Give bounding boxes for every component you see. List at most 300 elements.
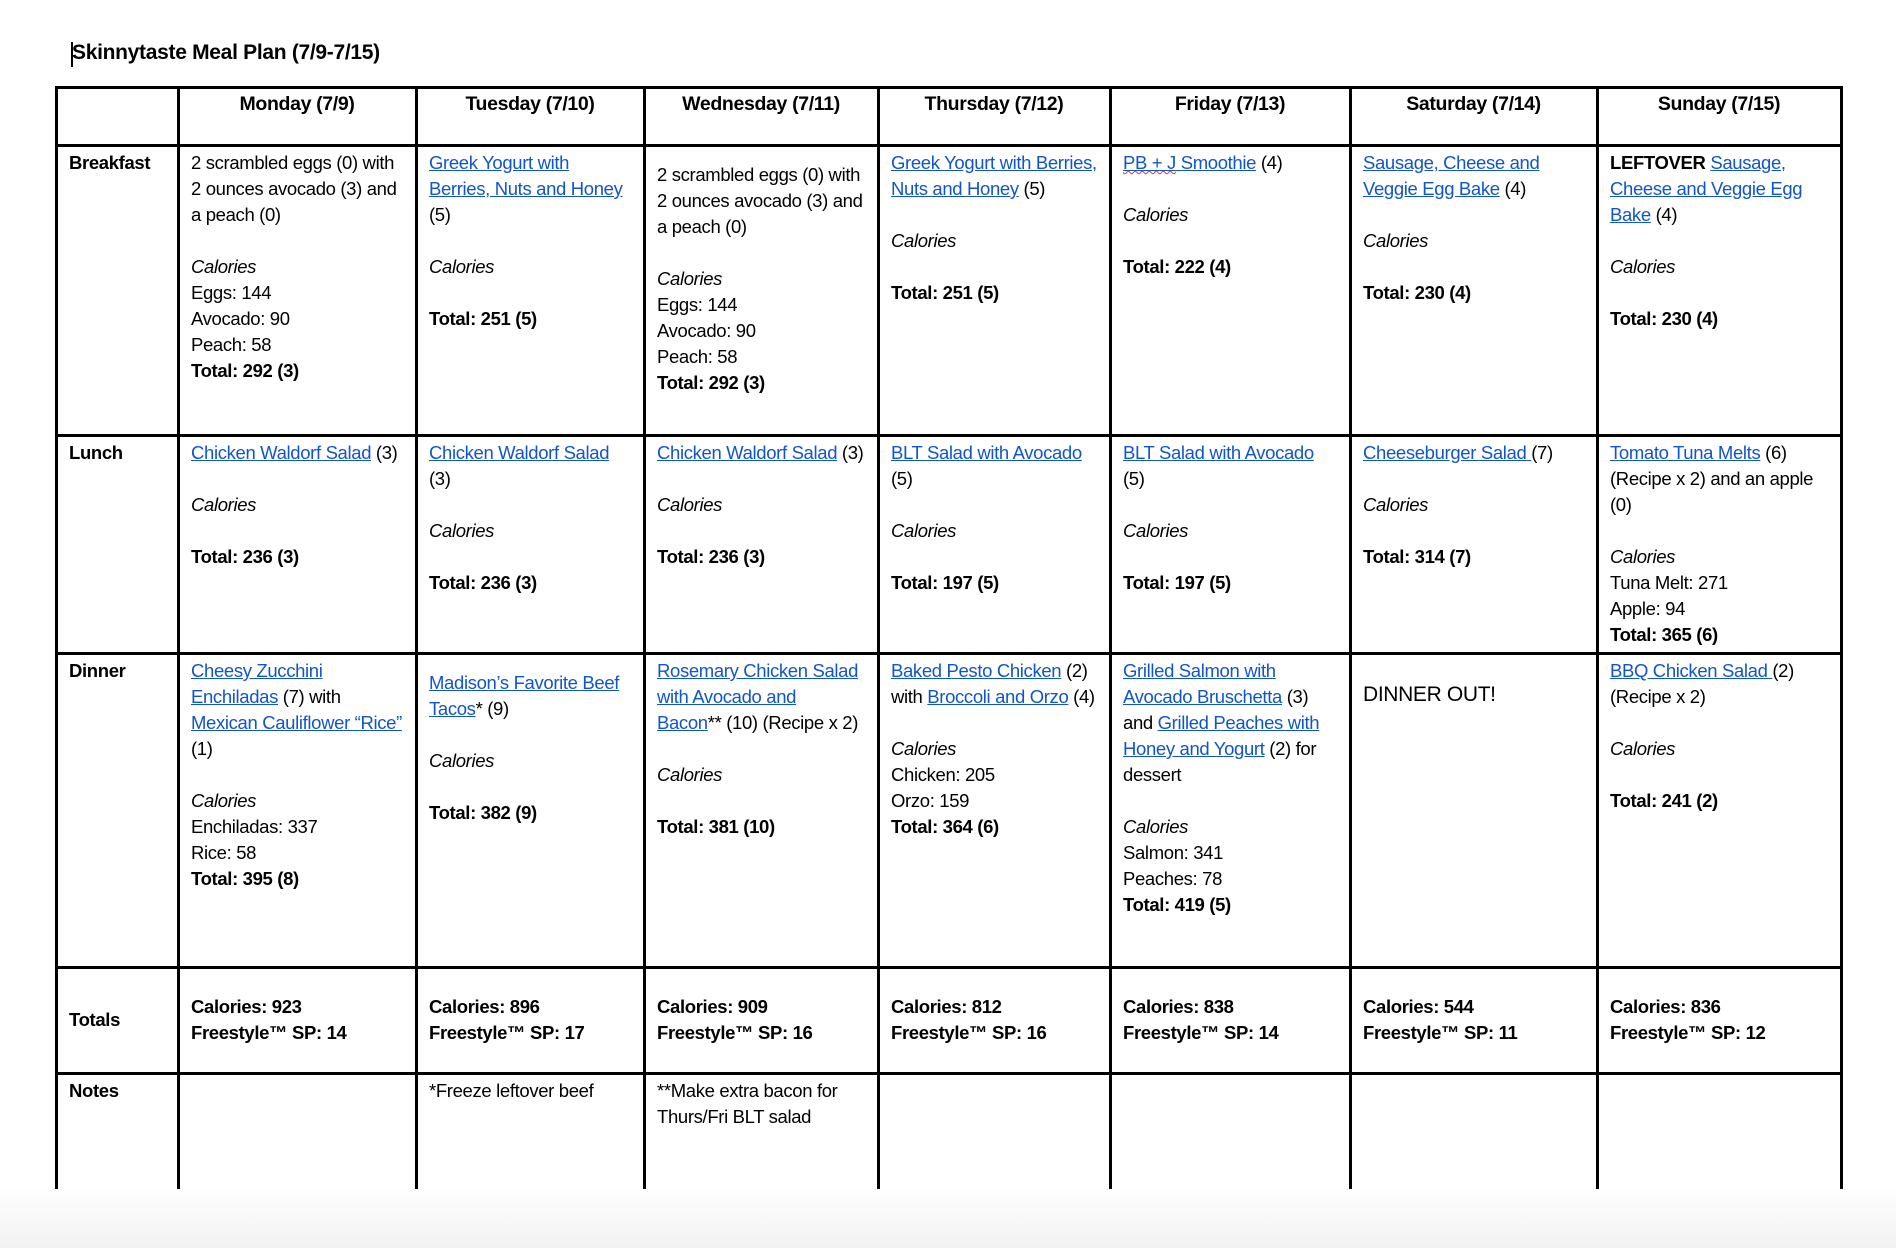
blank-line xyxy=(1123,228,1337,254)
blank-line xyxy=(891,254,1097,280)
cell-paragraph xyxy=(1610,306,1828,332)
cell-paragraph xyxy=(891,228,1097,254)
recipe-link[interactable]: Chicken Waldorf Salad xyxy=(429,442,610,463)
blank-line xyxy=(429,280,631,306)
cell-paragraph xyxy=(191,544,403,570)
notes-cell-saturday xyxy=(1351,1074,1598,1198)
recipe-link[interactable]: Chicken Waldorf Salad xyxy=(657,442,838,463)
cell-text: Chicken: 205 xyxy=(891,764,995,785)
cell-text: (4) xyxy=(1499,178,1527,199)
total-text: LEFTOVER xyxy=(1610,152,1706,173)
cell-text: (3) xyxy=(371,442,398,463)
blank-line xyxy=(1363,202,1584,228)
breakfast-cell-tuesday xyxy=(417,146,645,436)
recipe-link[interactable]: Tomato Tuna Melts xyxy=(1610,442,1761,463)
recipe-link[interactable]: Sausage, Cheese and Veggie Egg Bake xyxy=(1610,152,1803,225)
cell-text: (7) with xyxy=(278,686,341,707)
blank-line xyxy=(1610,710,1828,736)
cell-paragraph xyxy=(429,254,631,280)
calories-label: Calories xyxy=(891,230,957,251)
row-label-lunch: Lunch xyxy=(57,436,179,654)
recipe-link[interactable]: Mexican Cauliflower “Rice” xyxy=(191,712,402,733)
total-text: Total: 314 (7) xyxy=(1363,546,1471,567)
lunch-cell-monday xyxy=(179,436,417,654)
calories-label: Calories xyxy=(429,750,495,771)
row-label-dinner: Dinner xyxy=(57,654,179,968)
lunch-row xyxy=(57,436,1842,654)
cell-paragraph xyxy=(191,332,403,358)
cell-paragraph xyxy=(657,266,865,292)
cell-paragraph xyxy=(1363,682,1584,708)
blank-line xyxy=(891,544,1097,570)
cell-paragraph xyxy=(891,280,1097,306)
calories-label: Calories xyxy=(1610,738,1676,759)
cell-paragraph xyxy=(429,748,631,774)
cell-paragraph xyxy=(891,518,1097,544)
cell-paragraph xyxy=(1610,544,1828,570)
total-text: Total: 381 (10) xyxy=(657,816,775,837)
header-row xyxy=(57,88,1842,146)
breakfast-cell-wednesday xyxy=(645,146,879,436)
blank-line xyxy=(1123,788,1337,814)
cell-paragraph xyxy=(191,280,403,306)
total-text: Total: 230 (4) xyxy=(1363,282,1471,303)
cell-paragraph xyxy=(1610,994,1828,1020)
meal-plan-table xyxy=(55,86,1843,1199)
cell-paragraph xyxy=(1363,440,1584,466)
total-text: Total: 395 (8) xyxy=(191,868,299,889)
calories-label: Calories xyxy=(191,494,257,515)
dinner-cell-thursday xyxy=(879,654,1111,968)
recipe-link[interactable] xyxy=(1123,152,1256,173)
cell-text: Salmon: 341 xyxy=(1123,842,1224,863)
cell-text: Rice: 58 xyxy=(191,842,257,863)
blank-line xyxy=(191,466,403,492)
totals-cell-saturday xyxy=(1351,968,1598,1074)
cell-text: (5) xyxy=(1018,178,1046,199)
calories-label: Calories xyxy=(891,738,957,759)
cell-paragraph xyxy=(1363,150,1584,202)
cell-paragraph xyxy=(1123,866,1337,892)
dinner-cell-monday xyxy=(179,654,417,968)
cell-paragraph xyxy=(191,358,403,384)
cell-paragraph xyxy=(1123,814,1337,840)
cell-text: * (9) xyxy=(475,698,509,719)
total-text: Calories: 896 xyxy=(429,996,540,1017)
cell-paragraph xyxy=(891,1020,1097,1046)
blank-line xyxy=(657,240,865,266)
breakfast-cell-thursday xyxy=(879,146,1111,436)
page-bottom-edge xyxy=(0,1189,1896,1248)
lunch-cell-tuesday xyxy=(417,436,645,654)
day-header-tuesday: Tuesday (7/10) xyxy=(417,88,645,146)
cell-text: *Freeze leftover beef xyxy=(429,1080,594,1101)
totals-cell-friday xyxy=(1111,968,1351,1074)
total-text: Total: 197 (5) xyxy=(891,572,999,593)
cell-text: Peaches: 78 xyxy=(1123,868,1223,889)
cell-paragraph xyxy=(191,150,403,228)
cell-text: (5) xyxy=(891,468,913,489)
cell-paragraph xyxy=(1610,788,1828,814)
cell-paragraph xyxy=(429,570,631,596)
cell-paragraph xyxy=(657,658,865,736)
lunch-cell-thursday xyxy=(879,436,1111,654)
cell-text: (3) xyxy=(429,468,451,489)
cell-text: (4) xyxy=(1650,204,1678,225)
cell-paragraph xyxy=(191,788,403,814)
cell-paragraph xyxy=(657,162,865,240)
notes-cell-monday xyxy=(179,1074,417,1198)
blank-line xyxy=(1123,544,1337,570)
cell-paragraph xyxy=(191,840,403,866)
cell-paragraph xyxy=(429,150,631,228)
cell-paragraph xyxy=(657,994,865,1020)
total-text: Total: 364 (6) xyxy=(891,816,999,837)
cell-text: Avocado: 90 xyxy=(191,308,290,329)
cell-text: Peach: 58 xyxy=(657,346,738,367)
cell-text: Peach: 58 xyxy=(191,334,272,355)
cell-paragraph xyxy=(191,994,403,1020)
cell-paragraph xyxy=(891,150,1097,202)
cell-paragraph xyxy=(429,994,631,1020)
calories-label: Calories xyxy=(1123,520,1189,541)
breakfast-cell-saturday xyxy=(1351,146,1598,436)
totals-cell-tuesday xyxy=(417,968,645,1074)
cell-paragraph xyxy=(191,1020,403,1046)
row-label-notes: Notes xyxy=(57,1074,179,1198)
breakfast-cell-friday xyxy=(1111,146,1351,436)
recipe-link[interactable]: Grilled Peaches with Honey and Yogurt xyxy=(1123,712,1320,759)
recipe-link[interactable]: Grilled Salmon with Avocado Bruschetta xyxy=(1123,660,1282,707)
cell-paragraph xyxy=(657,344,865,370)
row-label-breakfast: Breakfast xyxy=(57,146,179,436)
cell-paragraph xyxy=(657,292,865,318)
cell-text: Enchiladas: 337 xyxy=(191,816,318,837)
cell-paragraph xyxy=(1123,840,1337,866)
total-text: Freestyle™ SP: 16 xyxy=(657,1022,813,1043)
lunch-cell-friday xyxy=(1111,436,1351,654)
cell-paragraph xyxy=(429,800,631,826)
total-text: Total: 230 (4) xyxy=(1610,308,1718,329)
calories-label: Calories xyxy=(1123,816,1189,837)
cell-paragraph xyxy=(1123,658,1337,788)
cell-paragraph xyxy=(429,518,631,544)
totals-cell-wednesday xyxy=(645,968,879,1074)
cell-paragraph xyxy=(891,658,1097,710)
cell-paragraph xyxy=(1123,202,1337,228)
blank-line xyxy=(657,466,865,492)
notes-cell-wednesday xyxy=(645,1074,879,1198)
totals-row xyxy=(57,968,1842,1074)
total-text: Total: 419 (5) xyxy=(1123,894,1231,915)
cell-paragraph xyxy=(1123,150,1337,176)
lunch-cell-sunday xyxy=(1598,436,1842,654)
cell-paragraph xyxy=(191,492,403,518)
total-text: Total: 251 (5) xyxy=(891,282,999,303)
total-text: Total: 292 (3) xyxy=(657,372,765,393)
day-header-friday: Friday (7/13) xyxy=(1111,88,1351,146)
blank-line xyxy=(1123,176,1337,202)
cell-paragraph xyxy=(429,670,631,722)
dinner-cell-sunday xyxy=(1598,654,1842,968)
recipe-link[interactable]: Greek Yogurt with Berries, Nuts and Honey xyxy=(429,152,623,199)
total-text: Total: 222 (4) xyxy=(1123,256,1231,277)
total-text: Total: 236 (3) xyxy=(657,546,765,567)
cell-paragraph xyxy=(1123,440,1337,492)
cell-paragraph xyxy=(891,814,1097,840)
total-text: Total: 236 (3) xyxy=(191,546,299,567)
cell-paragraph xyxy=(657,814,865,840)
calories-label: Calories xyxy=(657,494,723,515)
cell-paragraph xyxy=(1123,570,1337,596)
recipe-link[interactable]: Greek Yogurt with Berries, Nuts and Honey xyxy=(891,152,1097,199)
blank-line xyxy=(191,762,403,788)
total-text: Calories: 923 xyxy=(191,996,302,1017)
cell-text: (5) xyxy=(1123,468,1145,489)
cell-text: (4) xyxy=(1068,686,1095,707)
recipe-link[interactable]: BLT Salad with Avocado xyxy=(1123,442,1314,463)
cell-paragraph xyxy=(657,762,865,788)
blank-line xyxy=(191,518,403,544)
cell-paragraph xyxy=(657,492,865,518)
recipe-link[interactable]: Sausage, Cheese and Veggie Egg Bake xyxy=(1363,152,1540,199)
cell-paragraph xyxy=(1123,254,1337,280)
corner-cell xyxy=(57,88,179,146)
cell-text: (5) xyxy=(429,204,451,225)
cell-paragraph xyxy=(1123,892,1337,918)
cell-paragraph xyxy=(657,1020,865,1046)
calories-label: Calories xyxy=(657,268,723,289)
cell-paragraph xyxy=(657,544,865,570)
dinner-cell-wednesday xyxy=(645,654,879,968)
cell-paragraph xyxy=(891,570,1097,596)
cell-paragraph xyxy=(1610,254,1828,280)
cell-paragraph xyxy=(191,814,403,840)
total-text: Total: 365 (6) xyxy=(1610,624,1718,645)
notes-cell-friday xyxy=(1111,1074,1351,1198)
blank-line xyxy=(891,492,1097,518)
notes-cell-sunday xyxy=(1598,1074,1842,1198)
breakfast-row xyxy=(57,146,1842,436)
cell-paragraph xyxy=(1610,622,1828,648)
cell-paragraph xyxy=(429,1078,631,1104)
day-header-saturday: Saturday (7/14) xyxy=(1351,88,1598,146)
total-text: Total: 251 (5) xyxy=(429,308,537,329)
total-text: Total: 292 (3) xyxy=(191,360,299,381)
cell-text: (2) for dessert xyxy=(1123,738,1317,785)
total-text: Total: 382 (9) xyxy=(429,802,537,823)
cell-paragraph xyxy=(891,788,1097,814)
blank-line xyxy=(657,736,865,762)
blank-line xyxy=(1363,254,1584,280)
cell-paragraph xyxy=(429,440,631,492)
cell-paragraph xyxy=(1363,492,1584,518)
dinner-cell-friday xyxy=(1111,654,1351,968)
calories-label: Calories xyxy=(1363,230,1429,251)
cell-text: (1) xyxy=(191,738,213,759)
recipe-link[interactable]: Cheeseburger Salad xyxy=(1363,442,1532,463)
calories-label: Calories xyxy=(191,790,257,811)
cell-paragraph xyxy=(1610,570,1828,596)
cell-paragraph xyxy=(1610,658,1828,710)
blank-line xyxy=(1123,492,1337,518)
cell-text: (4) xyxy=(1256,152,1283,173)
recipe-link[interactable]: Broccoli and Orzo xyxy=(927,686,1069,707)
cell-paragraph xyxy=(1610,440,1828,518)
notes-cell-tuesday xyxy=(417,1074,645,1198)
cell-paragraph xyxy=(191,254,403,280)
calories-label: Calories xyxy=(429,256,495,277)
blank-line xyxy=(429,492,631,518)
cell-paragraph xyxy=(1610,736,1828,762)
cell-paragraph xyxy=(1363,658,1584,670)
dinner-row xyxy=(57,654,1842,968)
cell-paragraph xyxy=(1363,670,1584,682)
spellcheck-underline: PB + J xyxy=(1123,152,1176,173)
totals-cell-thursday xyxy=(879,968,1111,1074)
calories-label: Calories xyxy=(429,520,495,541)
notes-row xyxy=(57,1074,1842,1198)
lunch-cell-wednesday xyxy=(645,436,879,654)
cell-paragraph xyxy=(1123,1020,1337,1046)
cell-paragraph xyxy=(1363,280,1584,306)
cell-paragraph xyxy=(1363,544,1584,570)
cell-text: Tuna Melt: 271 xyxy=(1610,572,1728,593)
total-text: Freestyle™ SP: 16 xyxy=(891,1022,1047,1043)
cell-paragraph xyxy=(891,994,1097,1020)
dinner-out-text: DINNER OUT! xyxy=(1363,683,1496,706)
blank-line xyxy=(1363,466,1584,492)
dinner-cell-saturday xyxy=(1351,654,1598,968)
cell-paragraph xyxy=(891,762,1097,788)
cell-paragraph xyxy=(1123,518,1337,544)
day-header-monday: Monday (7/9) xyxy=(179,88,417,146)
dinner-cell-tuesday xyxy=(417,654,645,968)
cell-text: (7) xyxy=(1531,442,1553,463)
calories-label: Calories xyxy=(191,256,257,277)
cell-text: Avocado: 90 xyxy=(657,320,756,341)
cell-text: 2 scrambled eggs (0) with 2 ounces avocado (3) and a peach (0) xyxy=(657,164,863,237)
cell-text: **Make extra bacon for Thurs/Fri BLT salad xyxy=(657,1080,838,1127)
cell-paragraph xyxy=(891,736,1097,762)
blank-line xyxy=(891,710,1097,736)
cell-text: Apple: 94 xyxy=(1610,598,1686,619)
total-text: Freestyle™ SP: 17 xyxy=(429,1022,585,1043)
cell-text: 2 scrambled eggs (0) with 2 ounces avocado (3) and a peach (0) xyxy=(191,152,397,225)
cell-paragraph xyxy=(429,658,631,670)
total-text: Calories: 836 xyxy=(1610,996,1721,1017)
recipe-link[interactable]: Chicken Waldorf Salad xyxy=(191,442,372,463)
calories-label: Calories xyxy=(657,764,723,785)
total-text: Total: 241 (2) xyxy=(1610,790,1718,811)
day-header-wednesday: Wednesday (7/11) xyxy=(645,88,879,146)
cell-paragraph xyxy=(1610,596,1828,622)
breakfast-cell-sunday xyxy=(1598,146,1842,436)
total-text: Calories: 544 xyxy=(1363,996,1474,1017)
document-title: Skinnytaste Meal Plan (7/9-7/15) xyxy=(72,41,380,64)
cell-text: (3) xyxy=(837,442,864,463)
total-text: Freestyle™ SP: 14 xyxy=(1123,1022,1279,1043)
cell-paragraph xyxy=(657,370,865,396)
cell-paragraph xyxy=(1610,1020,1828,1046)
blank-line xyxy=(429,544,631,570)
cell-paragraph xyxy=(191,440,403,466)
cell-paragraph xyxy=(1123,994,1337,1020)
recipe-link[interactable]: Madison’s Favorite Beef Tacos xyxy=(429,672,620,719)
total-text: Total: 197 (5) xyxy=(1123,572,1231,593)
blank-line xyxy=(657,788,865,814)
blank-line xyxy=(1610,518,1828,544)
total-text: Freestyle™ SP: 14 xyxy=(191,1022,347,1043)
cell-paragraph xyxy=(1363,994,1584,1020)
breakfast-cell-monday xyxy=(179,146,417,436)
cell-text: (3) and xyxy=(1123,686,1309,733)
cell-paragraph xyxy=(657,440,865,466)
cell-paragraph xyxy=(191,658,403,762)
cell-paragraph xyxy=(1363,1020,1584,1046)
row-label-totals: Totals xyxy=(57,968,179,1074)
cell-paragraph xyxy=(891,440,1097,492)
cell-text: Eggs: 144 xyxy=(657,294,738,315)
cell-paragraph xyxy=(191,306,403,332)
blank-line xyxy=(1610,280,1828,306)
recipe-link[interactable]: BLT Salad with Avocado xyxy=(891,442,1082,463)
cell-paragraph xyxy=(1610,150,1828,228)
blank-line xyxy=(429,228,631,254)
blank-line xyxy=(1363,518,1584,544)
total-text: Freestyle™ SP: 12 xyxy=(1610,1022,1766,1043)
cell-paragraph xyxy=(657,1078,865,1130)
blank-line xyxy=(191,228,403,254)
total-text: Calories: 812 xyxy=(891,996,1002,1017)
cell-paragraph xyxy=(429,1020,631,1046)
cell-text: ** (10) (Recipe x 2) xyxy=(707,712,859,733)
calories-label: Calories xyxy=(1610,546,1676,567)
cell-text: (2) with xyxy=(891,660,1088,707)
lunch-cell-saturday xyxy=(1351,436,1598,654)
blank-line xyxy=(429,774,631,800)
blank-line xyxy=(1610,228,1828,254)
recipe-link[interactable]: BBQ Chicken Salad xyxy=(1610,660,1773,681)
recipe-link[interactable]: Rosemary Chicken Salad with Avocado and Bacon xyxy=(657,660,859,733)
recipe-link[interactable]: Cheesy Zucchini Enchiladas xyxy=(191,660,323,707)
totals-cell-monday xyxy=(179,968,417,1074)
notes-cell-thursday xyxy=(879,1074,1111,1198)
cell-paragraph xyxy=(1363,228,1584,254)
cell-text: (6) (Recipe x 2) and an apple (0) xyxy=(1610,442,1814,515)
recipe-link[interactable]: Baked Pesto Chicken xyxy=(891,660,1062,681)
calories-label: Calories xyxy=(1123,204,1189,225)
total-text: Calories: 838 xyxy=(1123,996,1234,1017)
cell-paragraph xyxy=(191,866,403,892)
link-text: Smoothie xyxy=(1175,152,1257,173)
calories-label: Calories xyxy=(1610,256,1676,277)
cell-paragraph xyxy=(429,306,631,332)
total-text: Calories: 909 xyxy=(657,996,768,1017)
day-header-thursday: Thursday (7/12) xyxy=(879,88,1111,146)
totals-cell-sunday xyxy=(1598,968,1842,1074)
calories-label: Calories xyxy=(891,520,957,541)
day-header-sunday: Sunday (7/15) xyxy=(1598,88,1842,146)
blank-line xyxy=(1610,762,1828,788)
cell-text: Orzo: 159 xyxy=(891,790,970,811)
calories-label: Calories xyxy=(1363,494,1429,515)
total-text: Freestyle™ SP: 11 xyxy=(1363,1022,1518,1043)
cell-text: Eggs: 144 xyxy=(191,282,272,303)
cell-paragraph xyxy=(657,150,865,162)
total-text: Total: 236 (3) xyxy=(429,572,537,593)
blank-line xyxy=(429,722,631,748)
